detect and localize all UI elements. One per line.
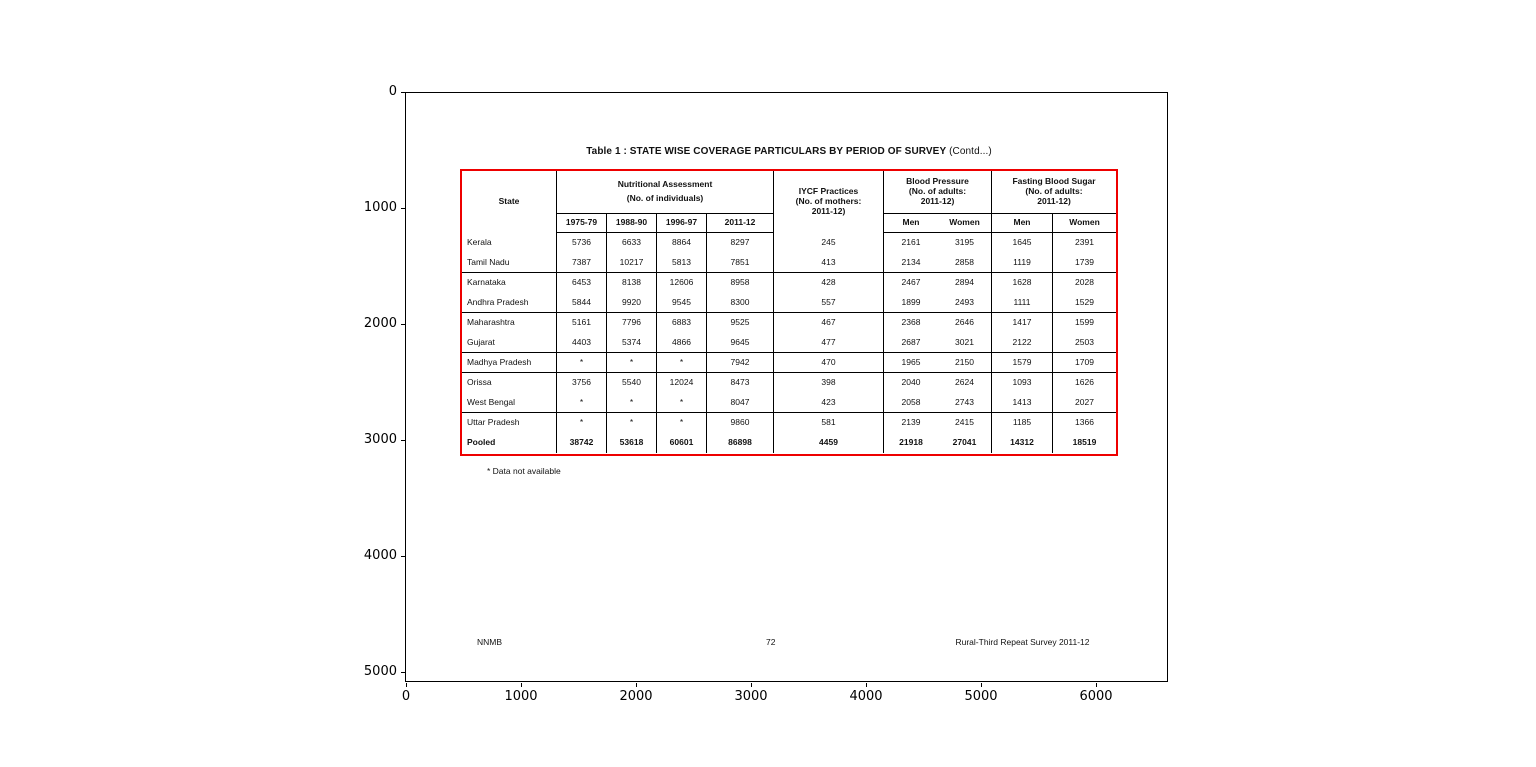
table-cell: 428 bbox=[774, 273, 884, 293]
table-cell: 8864 bbox=[657, 233, 707, 253]
table-cell: 413 bbox=[774, 253, 884, 273]
col-header-2011-12: 2011-12 bbox=[707, 214, 774, 233]
footer-org: NNMB bbox=[477, 637, 503, 647]
table-cell: 6883 bbox=[657, 313, 707, 333]
table-cell: 2028 bbox=[1075, 277, 1094, 288]
table-cell: 8473 bbox=[707, 373, 774, 393]
table-cell: 6453 bbox=[557, 273, 607, 293]
y-tick-mark bbox=[401, 208, 405, 209]
table-cell: 4459 bbox=[774, 433, 884, 453]
x-tick-label: 5000 bbox=[964, 689, 998, 704]
col-header-blood-pressure bbox=[884, 171, 992, 214]
table-cell: 2858 bbox=[938, 253, 992, 273]
table-cell: 27041 bbox=[938, 433, 992, 453]
table-cell: 1579 bbox=[992, 353, 1053, 373]
table-cell: 2368 bbox=[901, 317, 921, 328]
y-tick-label: 1000 bbox=[363, 200, 397, 215]
na-header-line1: Nutritional Assessment bbox=[617, 179, 713, 190]
table-cell: * bbox=[557, 393, 607, 413]
table-cell: 5161 bbox=[557, 313, 607, 333]
table-cell: 21918 bbox=[899, 437, 923, 448]
table-cell: 1626 bbox=[1075, 377, 1094, 388]
table-cell: 8300 bbox=[707, 293, 774, 313]
table-cell: * bbox=[607, 413, 657, 433]
col-header-state bbox=[462, 171, 557, 233]
table-cell: 2150 bbox=[938, 353, 992, 373]
row-state-pooled: Pooled bbox=[462, 433, 557, 453]
x-tick-label: 3000 bbox=[734, 689, 768, 704]
table-cell: 1093 bbox=[992, 373, 1053, 393]
table-cell: 470 bbox=[774, 353, 884, 373]
x-tick-mark bbox=[521, 683, 522, 687]
col-header-1996-97: 1996-97 bbox=[657, 214, 707, 233]
y-tick-mark bbox=[401, 440, 405, 441]
x-tick-mark bbox=[866, 683, 867, 687]
table-cell: 6633 bbox=[607, 233, 657, 253]
row-state-andhra-pradesh: Andhra Pradesh bbox=[462, 293, 557, 313]
table-cell: 1899 bbox=[884, 293, 938, 313]
table-cell: 2687 bbox=[884, 333, 938, 353]
bp-header-line3: 2011-12) bbox=[920, 195, 955, 206]
table-cell: * bbox=[607, 353, 657, 373]
table-cell: 3021 bbox=[938, 333, 992, 353]
y-tick-label: 4000 bbox=[363, 548, 397, 563]
table-cell: * bbox=[657, 353, 707, 373]
table-cell: 1413 bbox=[992, 393, 1053, 413]
table-cell: 4403 bbox=[557, 333, 607, 353]
table-cell: 467 bbox=[774, 313, 884, 333]
y-tick-mark bbox=[401, 672, 405, 673]
col-header-bp-women: Women bbox=[938, 214, 992, 233]
x-tick-mark bbox=[981, 683, 982, 687]
fbs-header-line3: 2011-12) bbox=[1037, 195, 1071, 206]
table-cell: 10217 bbox=[607, 253, 657, 273]
table-cell: 14312 bbox=[992, 433, 1053, 453]
table-cell: 477 bbox=[774, 333, 884, 353]
table-cell: * bbox=[657, 393, 707, 413]
table-cell: 9920 bbox=[607, 293, 657, 313]
x-tick-mark bbox=[406, 683, 407, 687]
table-cell: 60601 bbox=[657, 433, 707, 453]
x-tick-label: 2000 bbox=[619, 689, 653, 704]
table-cell: * bbox=[657, 413, 707, 433]
coverage-table bbox=[460, 169, 1118, 456]
table-cell: 1185 bbox=[992, 413, 1053, 433]
bp-header-line2: (No. of adults: bbox=[908, 186, 967, 197]
x-tick-mark bbox=[636, 683, 637, 687]
row-state-kerala: Kerala bbox=[462, 233, 557, 253]
iycf-header-line2: (No. of mothers: bbox=[795, 196, 862, 207]
table-cell: 7942 bbox=[707, 353, 774, 373]
table-cell: 2743 bbox=[938, 393, 992, 413]
table-cell: 398 bbox=[774, 373, 884, 393]
table-cell: 8047 bbox=[707, 393, 774, 413]
table-cell: 2027 bbox=[1053, 393, 1116, 413]
table-cell: 1709 bbox=[1053, 353, 1116, 373]
table-cell: 8138 bbox=[607, 273, 657, 293]
table-cell: 557 bbox=[774, 293, 884, 313]
footer-survey-name: Rural-Third Repeat Survey 2011-12 bbox=[955, 637, 1090, 647]
table-cell: 1119 bbox=[992, 253, 1053, 273]
x-tick-mark bbox=[1096, 683, 1097, 687]
table-cell: 1965 bbox=[884, 353, 938, 373]
table-title-main: Table 1 : STATE WISE COVERAGE PARTICULARS BY PERIOD OF SURVEY bbox=[586, 146, 947, 157]
table-cell: 3195 bbox=[938, 233, 992, 253]
col-header-iycf bbox=[774, 171, 884, 233]
table-title bbox=[460, 146, 1118, 157]
table-cell: 1366 bbox=[1075, 417, 1094, 428]
y-tick-label: 5000 bbox=[363, 664, 397, 679]
table-cell: 2624 bbox=[938, 373, 992, 393]
iycf-header-line3: 2011-12) bbox=[811, 205, 846, 216]
fbs-header-line1: Fasting Blood Sugar bbox=[1012, 176, 1096, 187]
page-number: 72 bbox=[766, 637, 776, 647]
table-cell: 2646 bbox=[938, 313, 992, 333]
table-cell: 86898 bbox=[707, 433, 774, 453]
table-cell: 2134 bbox=[884, 253, 938, 273]
table-cell: 5844 bbox=[557, 293, 607, 313]
table-cell: 9645 bbox=[707, 333, 774, 353]
col-header-state-label: State bbox=[498, 196, 520, 207]
table-cell: 4866 bbox=[657, 333, 707, 353]
table-cell: 245 bbox=[774, 233, 884, 253]
table-cell: 53618 bbox=[607, 433, 657, 453]
y-tick-mark bbox=[401, 92, 405, 93]
table-cell: 9545 bbox=[657, 293, 707, 313]
table-cell: 7387 bbox=[557, 253, 607, 273]
x-tick-mark bbox=[751, 683, 752, 687]
x-tick-label: 1000 bbox=[504, 689, 538, 704]
row-state-west-bengal: West Bengal bbox=[462, 393, 557, 413]
table-cell: 1599 bbox=[1075, 317, 1094, 328]
table-cell: 423 bbox=[774, 393, 884, 413]
y-tick-mark bbox=[401, 324, 405, 325]
row-state-maharashtra: Maharashtra bbox=[462, 313, 557, 333]
table-cell: 2391 bbox=[1075, 237, 1094, 248]
table-cell: 2161 bbox=[901, 237, 921, 248]
table-footnote: * Data not available bbox=[487, 466, 561, 476]
col-header-fasting-blood-sugar bbox=[992, 171, 1116, 214]
col-header-nutritional-assessment bbox=[557, 171, 774, 214]
iycf-header-line1: IYCF Practices bbox=[798, 186, 859, 197]
table-cell: 9525 bbox=[707, 313, 774, 333]
table-cell: 7796 bbox=[607, 313, 657, 333]
col-header-bp-men: Men bbox=[884, 214, 938, 233]
row-state-gujarat: Gujarat bbox=[462, 333, 557, 353]
x-tick-label: 6000 bbox=[1079, 689, 1113, 704]
table-cell: 2058 bbox=[884, 393, 938, 413]
table-cell: 581 bbox=[774, 413, 884, 433]
table-cell: 7851 bbox=[707, 253, 774, 273]
table-cell: 12024 bbox=[657, 373, 707, 393]
table-cell: 5736 bbox=[557, 233, 607, 253]
table-cell: 5374 bbox=[607, 333, 657, 353]
table-cell: 8297 bbox=[707, 233, 774, 253]
table-cell: 1529 bbox=[1053, 293, 1116, 313]
table-cell: 1628 bbox=[992, 273, 1053, 293]
table-cell: 38742 bbox=[557, 433, 607, 453]
col-header-fbs-men: Men bbox=[992, 214, 1053, 233]
table-cell: 2503 bbox=[1053, 333, 1116, 353]
row-state-uttar-pradesh: Uttar Pradesh bbox=[462, 413, 557, 433]
col-header-fbs-women: Women bbox=[1053, 214, 1116, 233]
table-cell: 2493 bbox=[938, 293, 992, 313]
table-cell: 1417 bbox=[992, 313, 1053, 333]
table-cell: 18519 bbox=[1072, 437, 1097, 448]
table-cell: 8958 bbox=[707, 273, 774, 293]
y-tick-label: 2000 bbox=[363, 316, 397, 331]
table-cell: * bbox=[557, 413, 607, 433]
fbs-header-line2: (No. of adults: bbox=[1025, 186, 1083, 197]
table-cell: 1645 bbox=[992, 233, 1053, 253]
table-cell: * bbox=[607, 393, 657, 413]
table-cell: 9860 bbox=[707, 413, 774, 433]
table-cell: 12606 bbox=[657, 273, 707, 293]
table-cell: 2139 bbox=[901, 417, 921, 428]
table-cell: 1739 bbox=[1053, 253, 1116, 273]
table-cell: * bbox=[557, 353, 607, 373]
col-header-1988-90: 1988-90 bbox=[607, 214, 657, 233]
row-state-tamil-nadu: Tamil Nadu bbox=[462, 253, 557, 273]
bp-header-line1: Blood Pressure bbox=[906, 176, 969, 187]
row-state-orissa: Orissa bbox=[462, 373, 557, 393]
table-cell: 3756 bbox=[557, 373, 607, 393]
row-state-karnataka: Karnataka bbox=[462, 273, 557, 293]
table-cell: 5813 bbox=[657, 253, 707, 273]
table-cell: 5540 bbox=[607, 373, 657, 393]
table-cell: 1111 bbox=[992, 293, 1053, 313]
col-header-1975-79: 1975-79 bbox=[557, 214, 607, 233]
table-cell: 2122 bbox=[992, 333, 1053, 353]
table-title-suffix: (Contd...) bbox=[946, 146, 992, 157]
table-cell: 2894 bbox=[938, 273, 992, 293]
x-tick-label: 4000 bbox=[849, 689, 883, 704]
y-tick-label: 3000 bbox=[363, 432, 397, 447]
table-cell: 2040 bbox=[901, 377, 921, 388]
na-header-line2: (No. of individuals) bbox=[626, 193, 704, 203]
row-state-madhya-pradesh: Madhya Pradesh bbox=[462, 353, 557, 373]
x-tick-label: 0 bbox=[401, 689, 411, 704]
y-tick-mark bbox=[401, 556, 405, 557]
y-tick-label: 0 bbox=[388, 84, 397, 99]
table-cell: 2467 bbox=[901, 277, 921, 288]
table-cell: 2415 bbox=[938, 413, 992, 433]
